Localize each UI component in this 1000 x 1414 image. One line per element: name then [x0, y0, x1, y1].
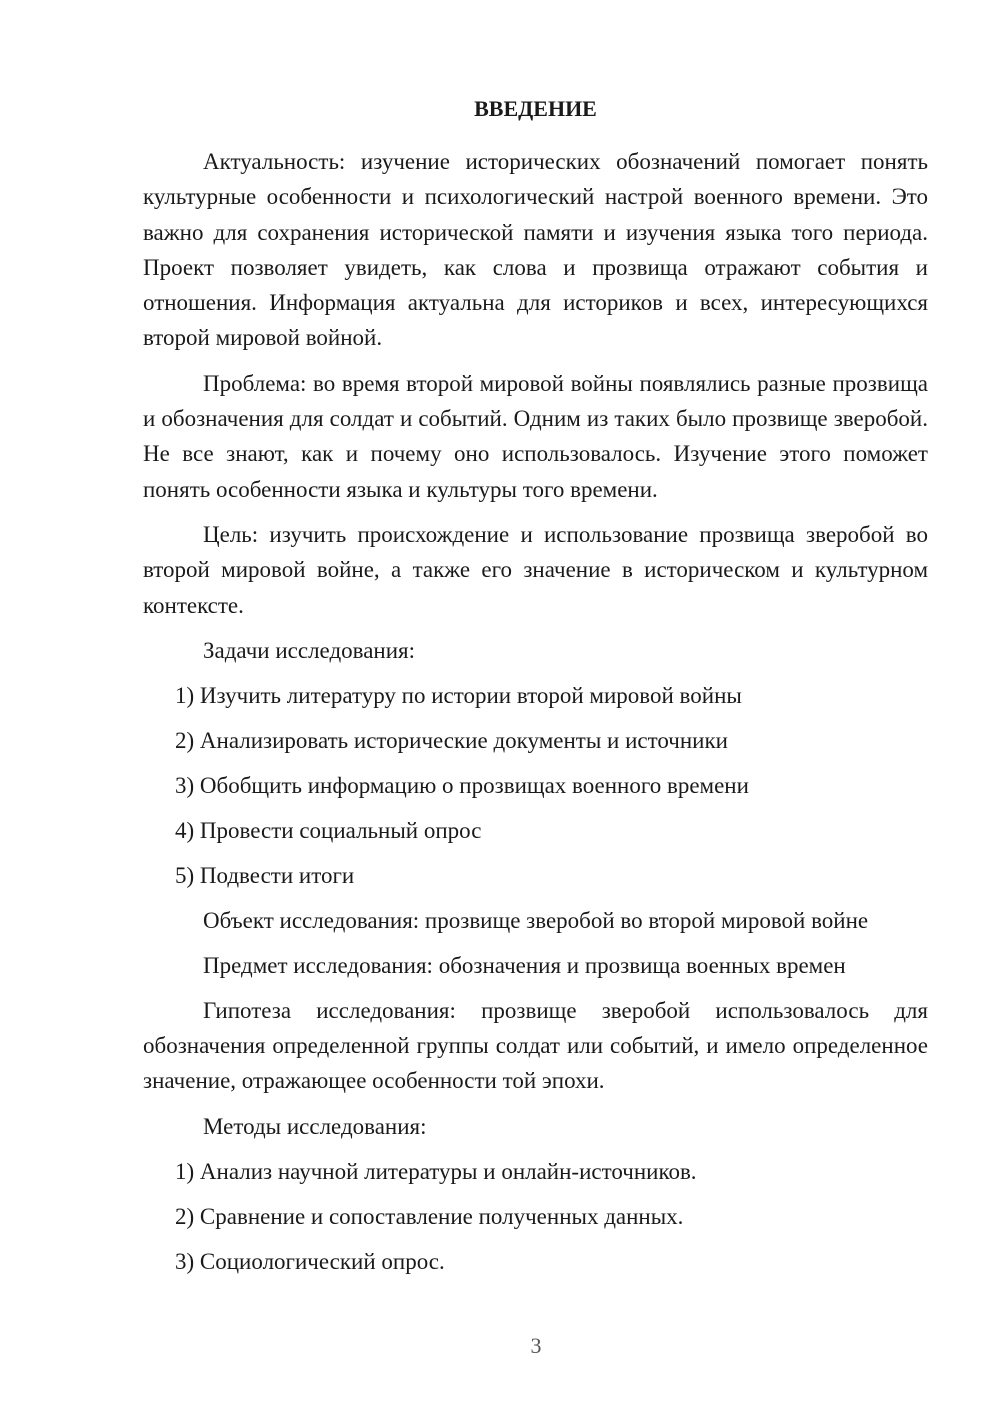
document-title: ВВЕДЕНИЕ [474, 96, 597, 121]
task-item: 5) Подвести итоги [175, 862, 355, 888]
subject-line: Предмет исследования: обозначения и прозвища военных времен [203, 952, 846, 978]
tasks-heading: Задачи исследования: [203, 637, 416, 663]
method-item: 2) Сравнение и сопоставление полученных данных. [175, 1203, 684, 1229]
task-item: 1) Изучить литературу по истории второй мировой войны [175, 682, 742, 708]
hypothesis-paragraph: Гипотеза исследования: прозвище зверобой использовалось для обозначения определенной группы солдат или событий, и имело определенное значение, отражающее особенности той эпохи. [143, 997, 928, 1094]
object-line: Объект исследования: прозвище зверобой во второй мировой войне [203, 907, 869, 933]
method-item: 1) Анализ научной литературы и онлайн-источников. [175, 1158, 697, 1184]
problem-paragraph: Проблема: во время второй мировой войны появлялись разные прозвища и обозначения для солдат и событий. Одним из таких было прозвище зверобой. Не все знают, как и почему оно использовалось. Изучение этого поможет понять особенности языка и культуры того времени. [143, 370, 928, 502]
task-item: 2) Анализировать исторические документы и источники [175, 727, 728, 753]
relevance-paragraph: Актуальность: изучение исторических обозначений помогает понять культурные особенности и психологический настрой военного времени. Это важно для сохранения исторической памяти и изучения языка того периода. Проект позволяет увидеть, как слова и прозвища отражают события и отношения. Информация актуальна для историков и всех, интересующихся второй мировой войной. [143, 149, 928, 351]
methods-heading: Методы исследования: [203, 1113, 427, 1139]
document-page [143, 92, 928, 1289]
method-item: 3) Социологический опрос. [175, 1248, 445, 1274]
task-item: 3) Обобщить информацию о прозвищах военного времени [175, 772, 749, 798]
task-item: 4) Провести социальный опрос [175, 817, 482, 843]
page-number: 3 [530, 1333, 542, 1358]
goal-paragraph: Цель: изучить происхождение и использование прозвища зверобой во второй мировой войне, а также его значение в историческом и культурном контексте. [143, 521, 928, 618]
